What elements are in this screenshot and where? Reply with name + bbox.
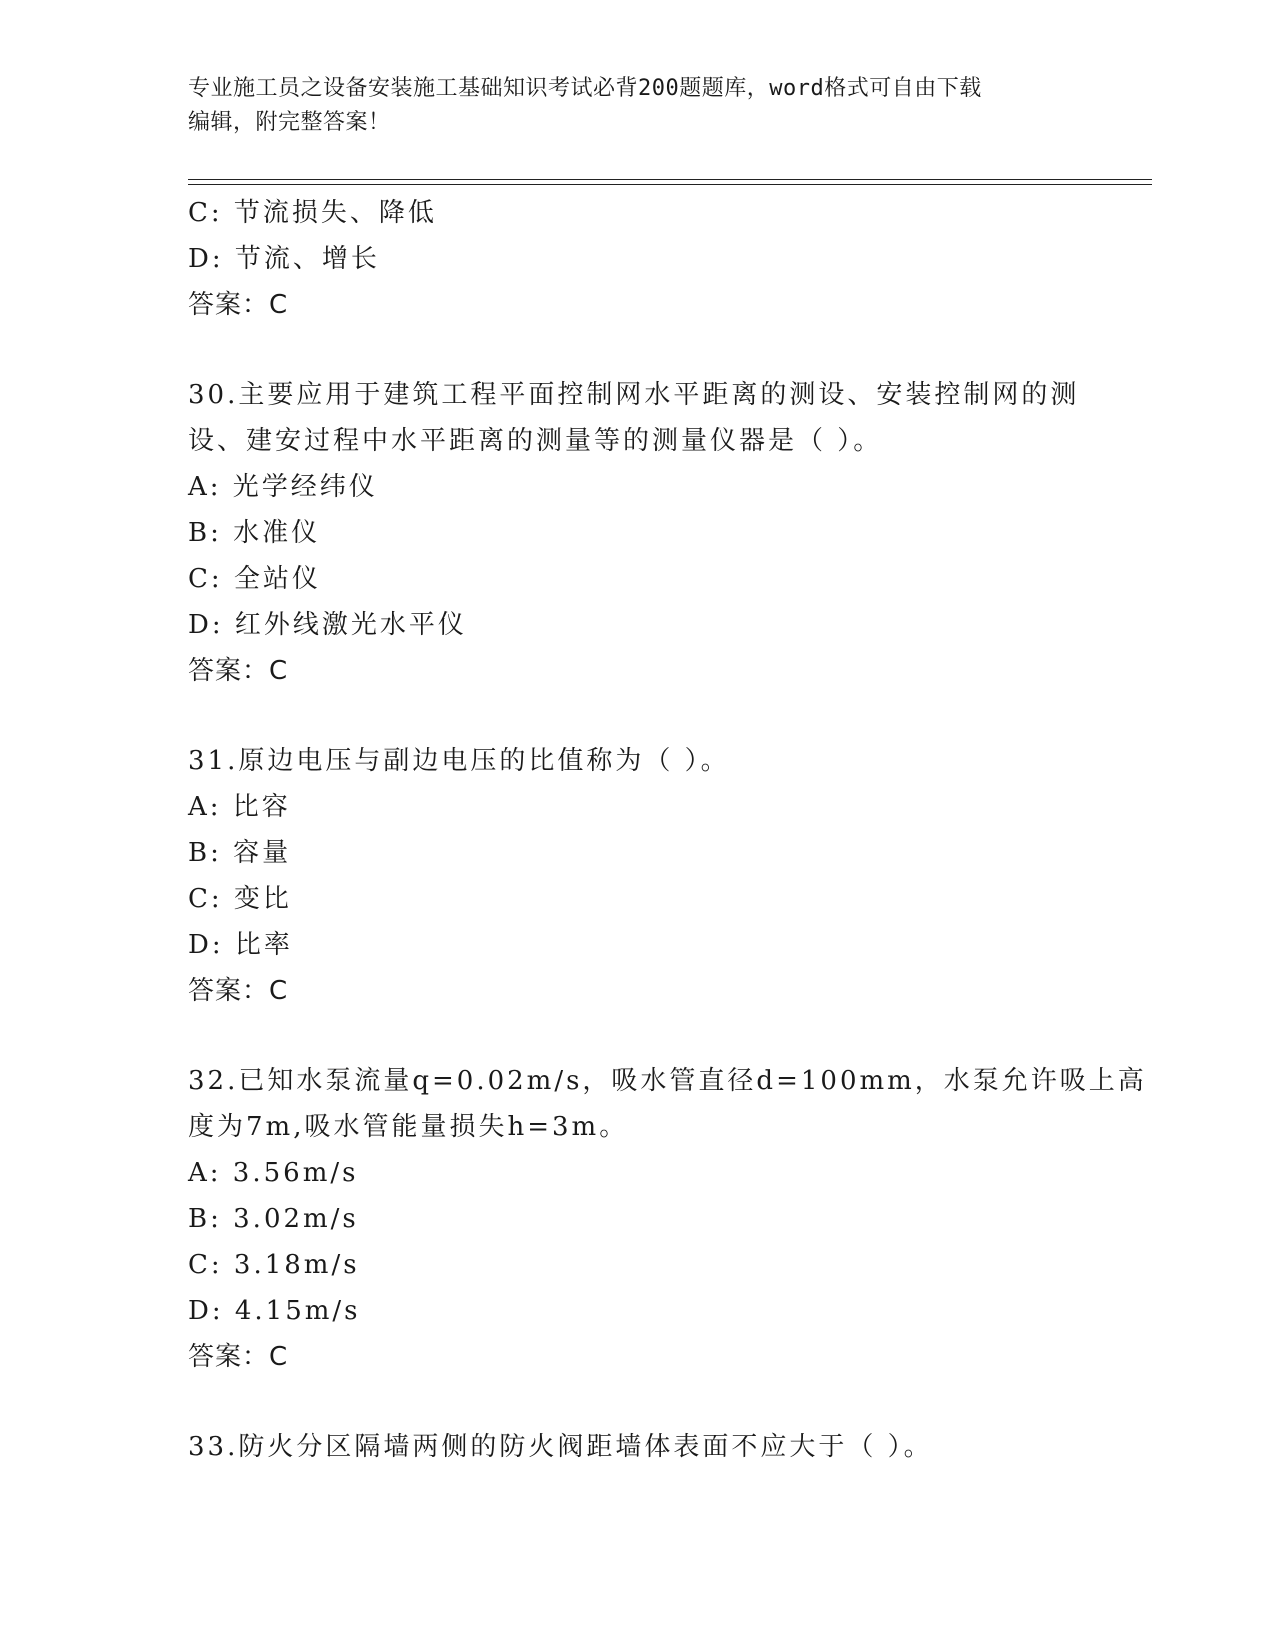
- option-line: D: 红外线激光水平仪: [188, 610, 467, 640]
- header-line-1: 专业施工员之设备安装施工基础知识考试必背200题题库，word格式可自由下载: [188, 76, 982, 101]
- option-line: A: 比容: [188, 792, 291, 822]
- question-line: 设、建安过程中水平距离的测量等的测量仪器是（ ）。: [188, 426, 883, 456]
- document-header: [188, 72, 1088, 140]
- answer-line: 答案：C: [188, 656, 289, 686]
- option-line: D: 比率: [188, 930, 293, 960]
- option-line: C: 节流损失、降低: [188, 198, 437, 228]
- option-line: C: 3.18m/s: [188, 1250, 360, 1280]
- block-gap: [188, 694, 1088, 738]
- block-gap: [188, 1014, 1088, 1058]
- header-rule-bottom: [188, 184, 1152, 185]
- question-line: 33.防火分区隔墙两侧的防火阀距墙体表面不应大于（ ）。: [188, 1432, 933, 1462]
- option-line: D: 节流、增长: [188, 244, 380, 274]
- question-line: 30.主要应用于建筑工程平面控制网水平距离的测设、安装控制网的测: [188, 380, 1080, 410]
- option-line: B: 容量: [188, 838, 292, 868]
- option-line: B: 3.02m/s: [188, 1204, 359, 1234]
- header-line-2: 编辑，附完整答案！: [188, 110, 391, 135]
- option-line: C: 变比: [188, 884, 292, 914]
- block-gap: [188, 328, 1088, 372]
- option-line: B: 水准仪: [188, 518, 321, 548]
- option-line: A: 3.56m/s: [188, 1158, 359, 1188]
- option-line: A: 光学经纬仪: [188, 472, 378, 502]
- question-line: 32.已知水泵流量q=0.02m/s，吸水管直径d=100mm，水泵允许吸上高: [188, 1066, 1147, 1096]
- option-line: D: 4.15m/s: [188, 1296, 361, 1326]
- block-gap: [188, 1380, 1088, 1424]
- question-line: 度为7m,吸水管能量损失h=3m。: [188, 1112, 629, 1142]
- answer-line: 答案：C: [188, 976, 289, 1006]
- document-body: [188, 190, 1147, 1470]
- header-rule-top: [188, 179, 1152, 180]
- answer-line: 答案：C: [188, 290, 289, 320]
- answer-line: 答案：C: [188, 1342, 289, 1372]
- option-line: C: 全站仪: [188, 564, 321, 594]
- question-line: 31.原边电压与副边电压的比值称为（ ）。: [188, 746, 730, 776]
